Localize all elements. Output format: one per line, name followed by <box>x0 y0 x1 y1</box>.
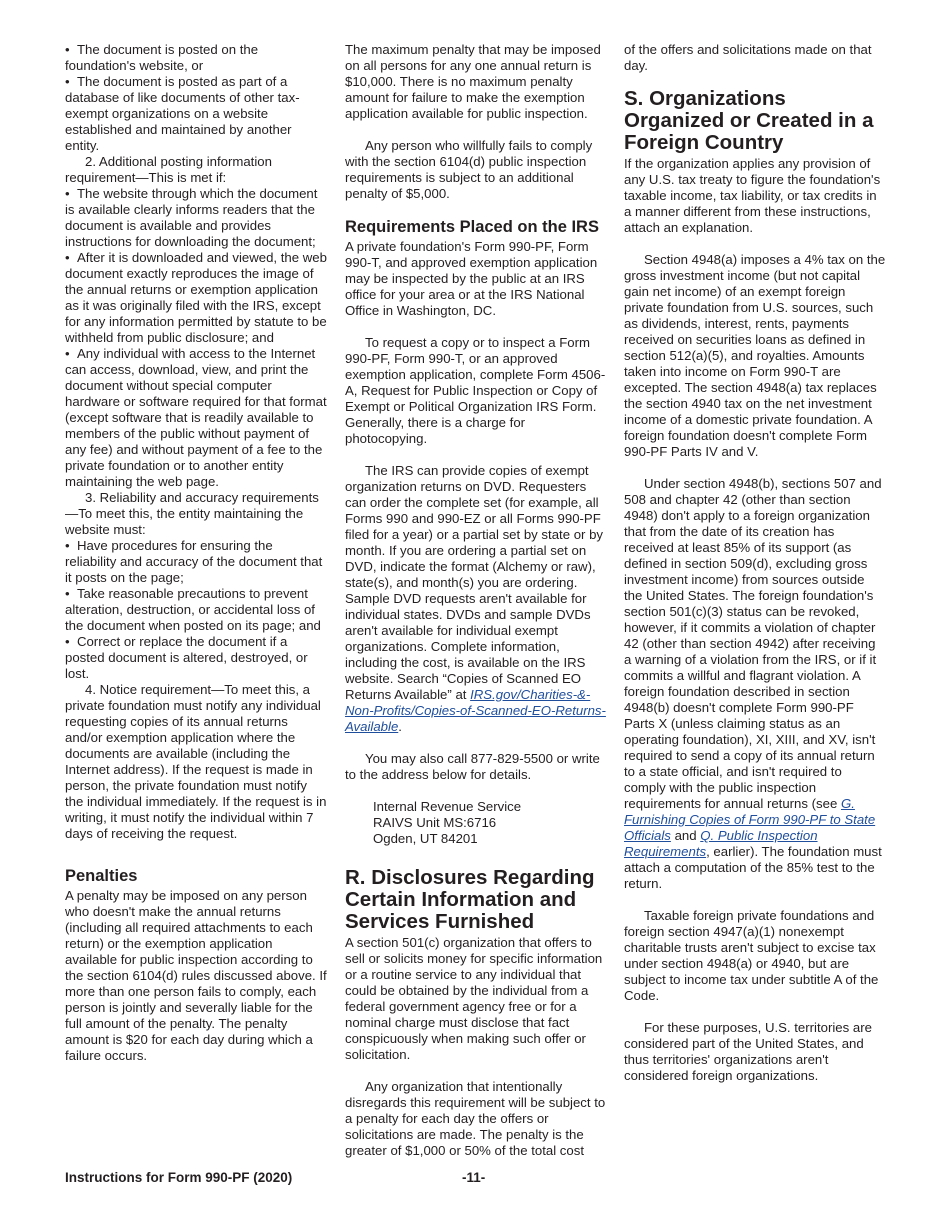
heading-requirements-irs: Requirements Placed on the IRS <box>345 218 599 236</box>
penalties-paragraph: A penalty may be imposed on any person who doesn't make the annual returns (including all required attachments to each return) or the exemption application available for public inspection according to the section 6104(d) rules discussed above. If more than one person fails to comply, each person is jointly and severally liable for the full amount of the penalty. The penalty amount is $20 for each day during which a failure occurs. <box>65 888 327 1063</box>
heading-section-r: R. Disclosures Regarding Certain Information and Services Furnished <box>345 866 595 933</box>
column-2 <box>345 42 607 1159</box>
mailing-address <box>345 799 607 847</box>
notice-requirement: 4. Notice requirement—To meet this, a private foundation must notify any individual requesting copies of its annual returns and/or exemption application where the documents are available (including the Internet address). If the request is made in person, the private foundation must notify the individual immediately. If the request is in writing, it must notify the individual within 7 days of receiving the request. <box>65 682 327 841</box>
inspection-paragraph: A private foundation's Form 990-PF, Form 990-T, and approved exemption application may be inspected by the public at an IRS office for your area or at the IRS National Office in Washington, DC. <box>345 239 598 318</box>
bullet-website-informs: • The website through which the document is available clearly informs readers that the document is available and provides instructions for downloading the document; <box>65 186 327 250</box>
section-4948b-end: , earlier). The foundation must attach a computation of the 85% test to the return. <box>624 844 882 891</box>
section-r-penalty-paragraph: Any organization that intentionally disregards this requirement will be subject to a penalty for each day the offers or solicitations are made. The penalty is the greater of $1,000 or 50% of the total cost <box>345 1079 606 1158</box>
tax-treaty-paragraph: If the organization applies any provision of any U.S. tax treaty to figure the foundation's taxable income, tax liability, or tax credits in a manner different from these instructions, attach an explanation. <box>624 156 881 235</box>
section-4948a-paragraph: Section 4948(a) imposes a 4% tax on the gross investment income (but not capital gain net income) of an exempt foreign private foundation from U.S. sources, such as dividends, interest, rents, payments received on securities loans as defined in section 512(a)(5), and royalties. Amounts taken into income on Form 990-T are excepted. The section 4948(a) tax replaces the section 4940 tax on the net investment income of a domestic private foundation. A foreign foundation doesn't complete Form 990-PF Parts IV and V. <box>624 252 886 459</box>
section-4948b-text: Under section 4948(b), sections 507 and 508 and chapter 42 (other than section 4948) don't apply to a foreign organization that from the date of its creation has received at least 85% of its support (as defined in section 509(d), excluding gross investment income) from sources outside the United States. The foreign foundation's section 501(c)(3) status can be revoked, however, if it commits a violation of chapter 42 (other than section 4942) after receiving a warning of a violation from the IRS, or if it commits a willful and flagrant violation. A foreign foundation described in section 4948(b) doesn't complete Form 990-PF Parts X (unless claiming status as an operating foundation), XI, XIII, and XV, isn't required to send a copy of its annual return to a state official, and isn't required to comply with the public inspection requirements for annual returns (see <box>624 476 882 811</box>
dvd-text-end: . <box>398 719 402 734</box>
bullet-correct-replace: • Correct or replace the document if a posted document is altered, destroyed, or lost. <box>65 634 327 682</box>
willful-penalty-paragraph: Any person who willfully fails to comply with the section 6104(d) public inspection requirements is subject to an additional penalty of $5,000. <box>345 138 593 201</box>
state-officials-link[interactable]: G. Furnishing Copies of Form 990-PF to State Officials <box>624 796 876 843</box>
section-4948b-paragraph <box>624 476 886 892</box>
address-line-3: Ogden, UT 84201 <box>373 831 478 846</box>
reliability-requirements: 3. Reliability and accuracy requirements—To meet this, the entity maintaining the website must: <box>65 490 319 537</box>
irs-scanned-returns-link[interactable]: IRS.gov/Charities-&-Non-Profits/Copies-of-Scanned-EO-Returns-Available <box>345 687 606 734</box>
bullet-precautions: • Take reasonable precautions to prevent alteration, destruction, or accidental loss of the document when posted on its page; and <box>65 586 327 634</box>
continued-paragraph: of the offers and solicitations made on that day. <box>624 42 872 73</box>
bullet-posted-website: • The document is posted on the foundation's website, or <box>65 42 327 74</box>
max-penalty-paragraph: The maximum penalty that may be imposed on all persons for any one annual return is $10,000. There is no maximum penalty amount for failure to make the exemption application available for public inspection. <box>345 42 601 121</box>
additional-posting-requirement: 2. Additional posting information requirement—This is met if: <box>65 154 272 185</box>
address-line-2: RAIVS Unit MS:6716 <box>373 815 497 830</box>
address-line-1: Internal Revenue Service <box>373 799 522 814</box>
territories-paragraph: For these purposes, U.S. territories are considered part of the United States, and thus territories' organizations aren't considered foreign organizations. <box>624 1020 872 1083</box>
call-paragraph: You may also call 877-829-5500 or write to the address below for details. <box>345 751 600 782</box>
column-1 <box>65 42 327 1064</box>
heading-penalties: Penalties <box>65 867 138 885</box>
request-copy-paragraph: To request a copy or to inspect a Form 990-PF, Form 990-T, or an approved exemption application, complete Form 4506-A, Request for Public Inspection or Copy of Exempt or Political Organization IRS Form. Generally, there is a charge for photocopying. <box>345 335 606 446</box>
dvd-paragraph <box>345 463 607 735</box>
bullet-internet-access: • Any individual with access to the Internet can access, download, view, and print the document without special computer hardware or software required for that format (except software that is readily available to members of the public without payment of any fee) and without payment of a fee to the private foundation or to another entity maintaining the web page. <box>65 346 327 490</box>
bullet-posted-database: • The document is posted as part of a database of like documents of other tax-exempt organizations on a website established and maintained by another entity. <box>65 74 327 154</box>
bullet-procedures: • Have procedures for ensuring the reliability and accuracy of the document that it posts on the page; <box>65 538 327 586</box>
heading-section-s: S. Organizations Organized or Created in a Foreign Country <box>624 87 874 154</box>
footer-form-title: Instructions for Form 990-PF (2020) <box>65 1170 293 1185</box>
page-number: -11- <box>462 1170 486 1185</box>
public-inspection-link[interactable]: Q. Public Inspection Requirements <box>624 828 818 859</box>
dvd-text: The IRS can provide copies of exempt organization returns on DVD. Requesters can order the complete set (for example, all Forms 990 and 990-EZ or all Forms 990-PF filed for a year) or a partial set by state or by month. If you are ordering a partial set on DVD, indicate the format (Alchemy or raw), state(s), and month(s) you are ordering. Sample DVD requests aren't available for individual states. DVDs and sample DVDs aren't available for individual exempt organizations. Complete information, including the cost, is available on the IRS website. Search “Copies of Scanned EO Returns Available” at <box>345 463 604 702</box>
column-3 <box>624 42 886 1084</box>
section-r-paragraph: A section 501(c) organization that offers to sell or solicits money for specific information or a routine service to any individual that could be obtained by the individual from a federal government agency free or for a nominal charge must disclose that fact conspicuously when making such offer or solicitation. <box>345 935 603 1062</box>
section-4948b-and: and <box>670 828 701 843</box>
bullet-reproduces-image: • After it is downloaded and viewed, the web document exactly reproduces the image of the annual returns or exemption application as it was originally filed with the IRS, except for any information permitted by statute to be withheld from public disclosure; and <box>65 250 327 346</box>
taxable-foreign-paragraph: Taxable foreign private foundations and foreign section 4947(a)(1) nonexempt charitable trusts aren't subject to excise tax under section 4948(a) or 4940, but are subject to income tax under subtitle A of the Code. <box>624 908 879 1003</box>
